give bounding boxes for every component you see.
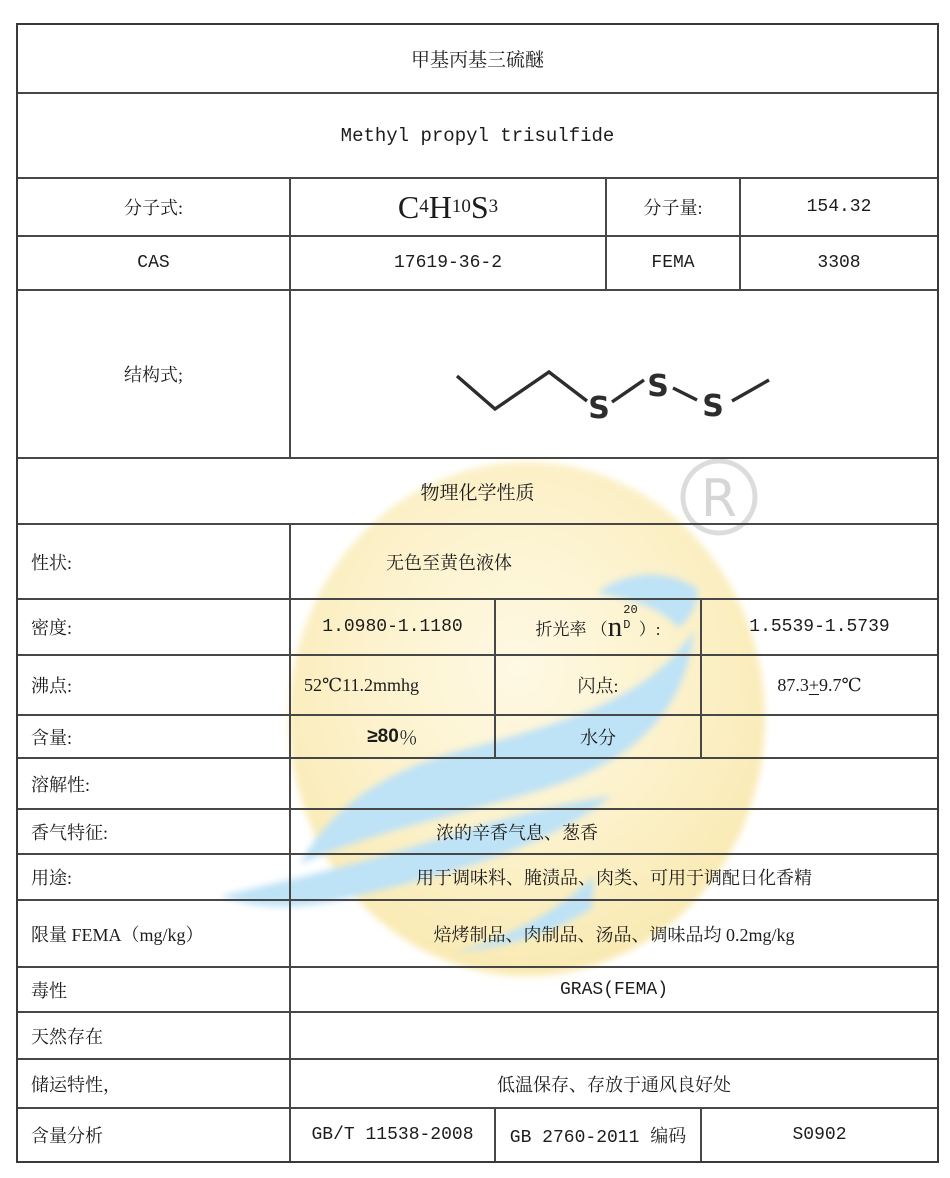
row-title-cn xyxy=(18,25,937,92)
cas-label: CAS xyxy=(137,253,170,273)
section-title: 物理化学性质 xyxy=(420,482,535,504)
molecular-formula-value: C 4 H 10 S 3 xyxy=(289,179,605,235)
row-molecular xyxy=(18,177,937,235)
appearance-value: 无色至黄色液体 xyxy=(289,525,937,598)
refractive-index-value: 1.5539-1.5739 xyxy=(700,600,937,654)
row-fema-limit xyxy=(18,899,937,966)
fema-label: FEMA xyxy=(605,237,739,289)
structure-cell xyxy=(289,291,937,457)
usage-label: 用途: xyxy=(31,868,73,888)
analysis-code-value: S0902 xyxy=(700,1109,937,1161)
structure-diagram xyxy=(447,354,782,429)
registered-letter: R xyxy=(700,469,738,529)
refractive-sup: 20 xyxy=(623,603,638,617)
row-storage xyxy=(18,1058,937,1107)
page-title-english: Methyl propyl trisulfide xyxy=(340,124,615,147)
boiling-point-value: 52℃11.2mmhg xyxy=(289,656,494,714)
row-density xyxy=(18,598,937,654)
sulfur-atom: S xyxy=(701,388,724,424)
refractive-sub: D xyxy=(623,618,631,632)
row-usage xyxy=(18,853,937,899)
fema-limit-label: 限量 FEMA（mg/kg） xyxy=(31,924,204,945)
storage-value: 低温保存、存放于通风良好处 xyxy=(289,1060,937,1107)
row-boiling-flash xyxy=(18,654,937,714)
appearance-label: 性状: xyxy=(31,552,73,573)
refractive-index-label: 折光率 （ n 20 D ）: xyxy=(494,600,700,654)
row-aroma xyxy=(18,808,937,853)
page-title: 甲基丙基三硫醚 xyxy=(410,50,544,71)
row-section-header xyxy=(18,457,937,523)
molecular-weight-value: 154.32 xyxy=(739,179,937,235)
molecular-formula-label: 分子式: xyxy=(123,198,183,218)
solubility-value xyxy=(289,759,937,808)
storage-label: 储运特性， xyxy=(31,1074,121,1095)
density-value: 1.0980-1.1180 xyxy=(289,600,494,654)
content-value: ≥80 ％ xyxy=(289,716,494,757)
density-label: 密度: xyxy=(31,618,73,638)
fema-value: 3308 xyxy=(739,237,937,289)
moisture-value xyxy=(700,716,937,757)
natural-occurrence-label: 天然存在 xyxy=(31,1026,103,1047)
row-structure xyxy=(18,289,937,457)
row-title-en xyxy=(18,92,937,177)
toxicity-label: 毒性 xyxy=(31,980,67,1001)
usage-value: 用于调味料、腌渍品、肉类、可用于调配日化香精 xyxy=(289,855,937,899)
analysis-label: 含量分析 xyxy=(31,1126,103,1146)
flash-point-value: 87.3 + 9.7℃ xyxy=(700,656,937,714)
row-solubility xyxy=(18,757,937,808)
boiling-point-label: 沸点: xyxy=(31,676,73,696)
content-label: 含量: xyxy=(31,727,73,748)
row-cas-fema xyxy=(18,235,937,289)
row-appearance xyxy=(18,523,937,598)
row-content-moisture xyxy=(18,714,937,757)
structure-label: 结构式; xyxy=(123,365,183,385)
flash-point-label: 闪点: xyxy=(494,656,700,714)
spec-table xyxy=(16,23,939,1163)
molecular-weight-label: 分子量: xyxy=(605,179,739,235)
solubility-label: 溶解性: xyxy=(31,774,91,795)
moisture-label: 水分 xyxy=(494,716,700,757)
cas-value: 17619-36-2 xyxy=(289,237,605,289)
natural-occurrence-value xyxy=(289,1013,937,1058)
analysis-standard: GB/T 11538-2008 xyxy=(289,1109,494,1161)
fema-limit-value: 焙烤制品、肉制品、汤品、调味品均 0.2mg/kg xyxy=(289,901,937,966)
row-analysis xyxy=(18,1107,937,1161)
plus-minus: + xyxy=(808,674,819,695)
aroma-label: 香气特征: xyxy=(31,822,109,843)
aroma-value: 浓的辛香气息、葱香 xyxy=(289,810,937,853)
sulfur-atom: S xyxy=(587,390,610,426)
analysis-code-label: GB 2760-2011 编码 xyxy=(494,1109,700,1161)
toxicity-value: GRAS(FEMA) xyxy=(289,968,937,1011)
row-natural xyxy=(18,1011,937,1058)
row-toxicity xyxy=(18,966,937,1011)
sulfur-atom: S xyxy=(646,368,669,404)
